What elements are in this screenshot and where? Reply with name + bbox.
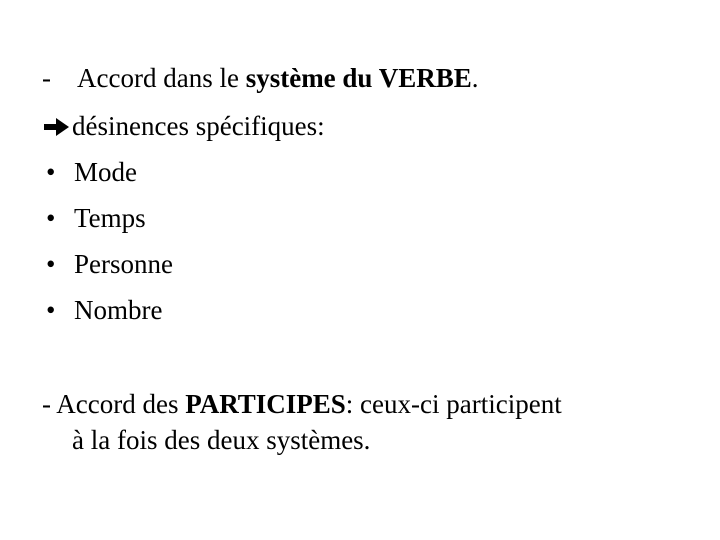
- section1-text-after: .: [471, 63, 479, 93]
- section2-bold: PARTICIPES: [185, 389, 346, 419]
- bullet-item-nombre: [46, 294, 162, 326]
- bullet-item-temps: [46, 202, 146, 234]
- section1-bold: système du VERBE: [245, 63, 472, 93]
- bullet-text-mode: Mode: [74, 157, 137, 187]
- bullet-text-nombre: Nombre: [74, 295, 163, 325]
- section1-dash: -: [42, 63, 51, 93]
- arrow-line: [44, 110, 325, 142]
- bullet-item-personne: [46, 248, 173, 280]
- bullet-marker: •: [46, 157, 56, 187]
- bullet-marker: •: [46, 295, 56, 325]
- section2-text-after: : ceux-ci participent: [345, 389, 562, 419]
- section2-text-before: Accord des: [56, 389, 186, 419]
- section1-line: [42, 62, 479, 94]
- section2-line1: [42, 388, 562, 420]
- right-arrow-icon: [44, 117, 70, 137]
- arrow-line-text: désinences spécifiques:: [72, 111, 325, 141]
- bullet-marker: •: [46, 203, 56, 233]
- section2-dash: -: [42, 389, 51, 419]
- section2-line2: [72, 424, 370, 456]
- section1-text-before: Accord dans le: [77, 63, 246, 93]
- bullet-item-mode: [46, 156, 137, 188]
- bullet-text-personne: Personne: [74, 249, 173, 279]
- bullet-text-temps: Temps: [74, 203, 146, 233]
- section2-line2-text: à la fois des deux systèmes.: [72, 425, 371, 455]
- bullet-marker: •: [46, 249, 56, 279]
